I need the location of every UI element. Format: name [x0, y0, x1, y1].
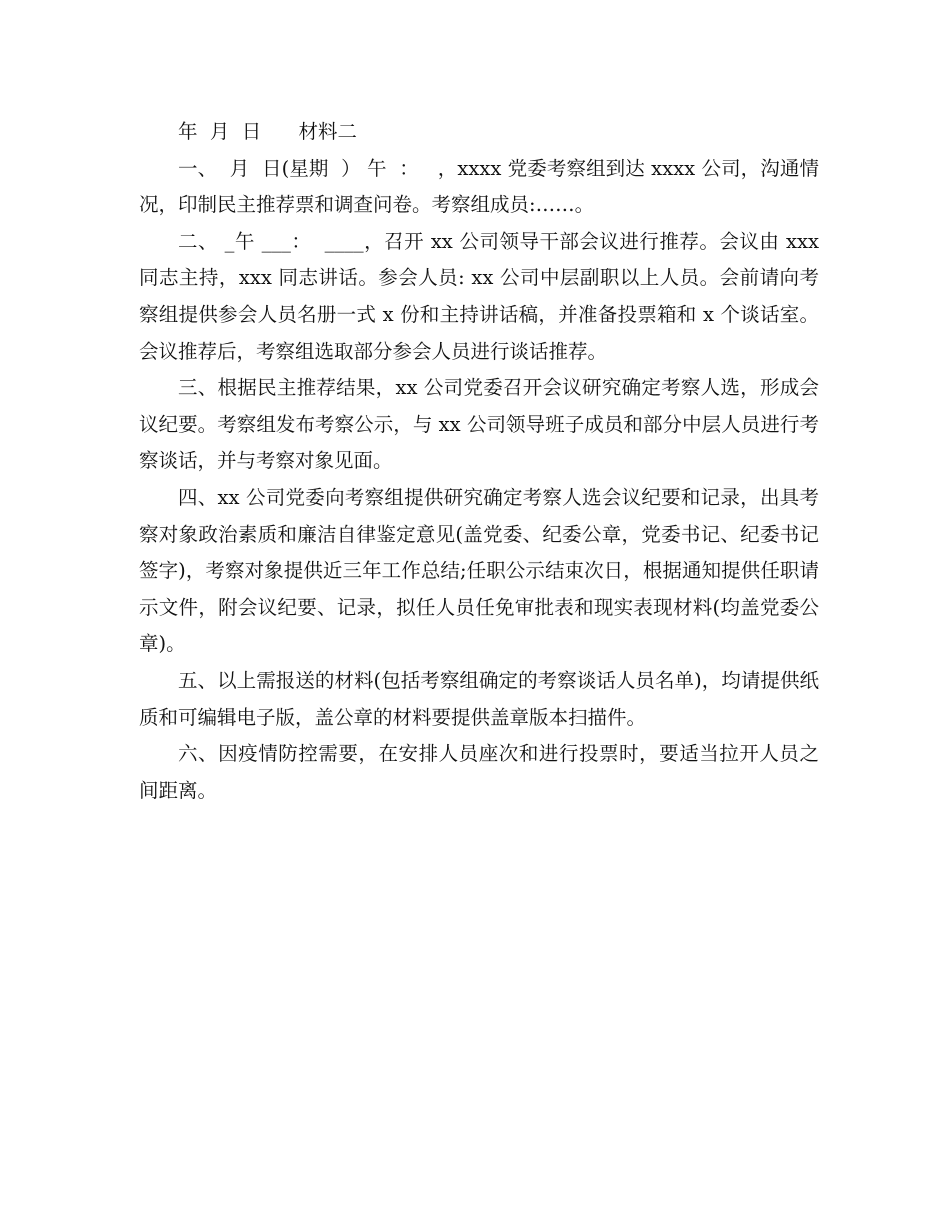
header-line: 年 月 日 材料二: [178, 120, 357, 143]
paragraph-5: 五、以上需报送的材料(包括考察组确定的考察谈话人员名单)，均请提供纸质和可编辑电子版，盖公章的材料要提供盖章版本扫描件。: [139, 668, 819, 729]
paragraph-6: 六、因疫情防控需要，在安排人员座次和进行投票时，要适当拉开人员之间距离。: [139, 742, 819, 802]
paragraph-2: 二、 _午 ___： ____，召开 xx 公司领导干部会议进行推荐。会议由 xxx 同志主持，xxx 同志讲话。参会人员: xx 公司中层副职以上人员。会前请向考察组提供参会人员名册一式 x 份和主持讲话稿，并准备投票箱和 x 个谈话室。会议推荐后，考察组选取部分参会人员进行谈话推荐。: [139, 229, 826, 363]
paragraph-3: 三、根据民主推荐结果，xx 公司党委召开会议研究确定考察人选，形成会议纪要。考察组发布考察公示，与 xx 公司领导班子成员和部分中层人员进行考察谈话，并与考察对象见面。: [139, 376, 819, 473]
document-body: [139, 114, 826, 809]
paragraph-4: 四、xx 公司党委向考察组提供研究确定考察人选会议纪要和记录，出具考察对象政治素质和廉洁自律鉴定意见(盖党委、纪委公章，党委书记、纪委书记签字)，考察对象提供近三年工作总结;任职公示结束次日，根据通知提供任职请示文件，附会议纪要、记录，拟任人员任免审批表和现实表现材料(均盖党委公章)。: [139, 485, 819, 656]
paragraph-1: 一、 月 日(星期 ） 午 ： ，xxxx 党委考察组到达 xxxx 公司，沟通情况，印制民主推荐票和调查问卷。考察组成员:……。: [139, 156, 819, 217]
